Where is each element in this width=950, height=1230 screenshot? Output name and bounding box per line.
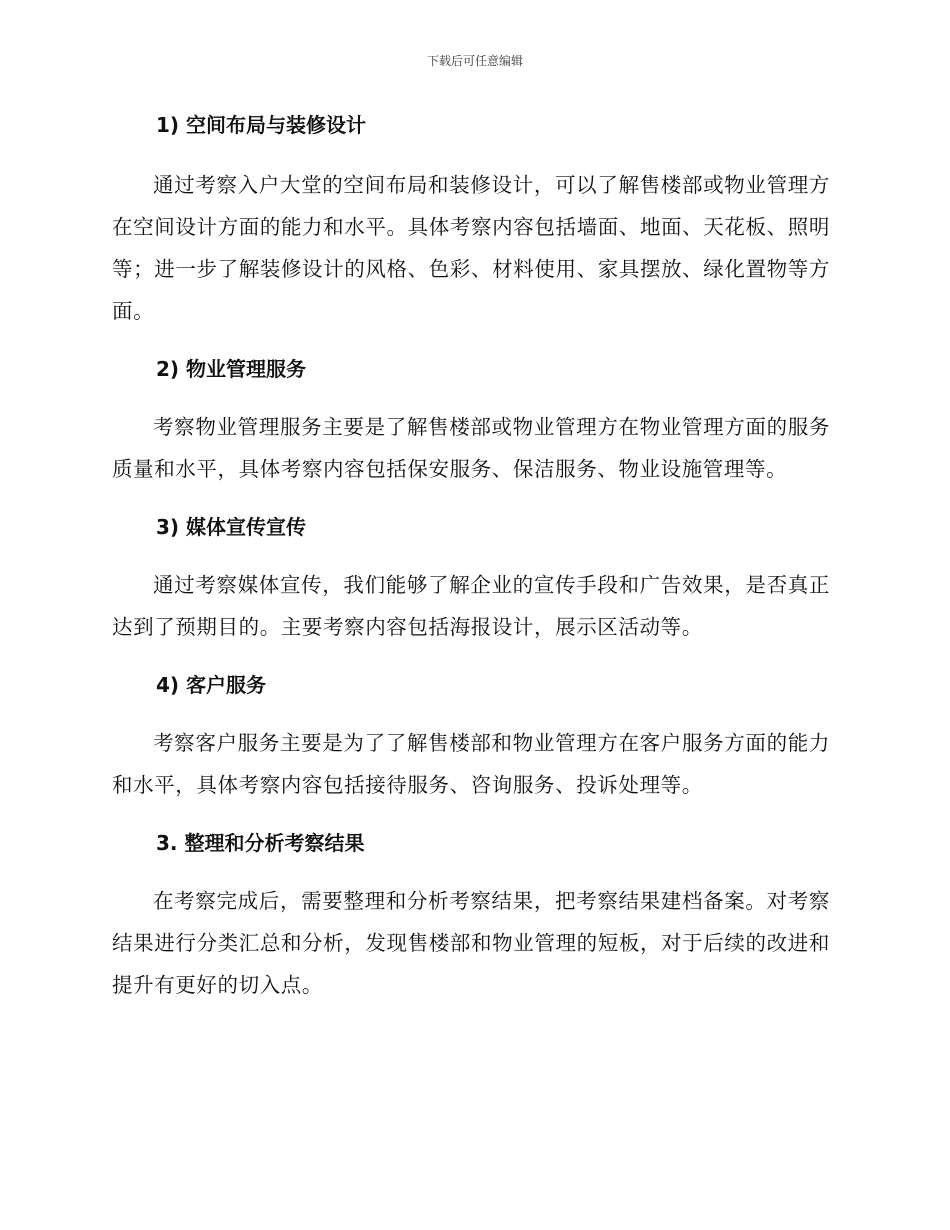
section-body-media-promotion: 通过考察媒体宣传，我们能够了解企业的宣传手段和广告效果，是否真正达到了预期目的。主要考察内容包括海报设计，展示区活动等。	[112, 573, 830, 639]
section-heading-space-layout: 1) 空间布局与装修设计	[156, 113, 367, 137]
section-heading-media-promotion: 3) 媒体宣传宣传	[156, 515, 307, 539]
section-heading-customer-service: 4) 客户服务	[156, 673, 267, 697]
header-note: 下载后可任意编辑	[426, 54, 523, 68]
section-body-customer-service: 考察客户服务主要是为了了解售楼部和物业管理方在客户服务方面的能力和水平，具体考察内容包括接待服务、咨询服务、投诉处理等。	[112, 731, 830, 797]
section-heading-property-management: 2) 物业管理服务	[156, 357, 307, 381]
section-heading-analysis: 3. 整理和分析考察结果	[156, 831, 365, 855]
document-content	[112, 110, 830, 1006]
section-body-analysis: 在考察完成后，需要整理和分析考察结果，把考察结果建档备案。对考察结果进行分类汇总和分析，发现售楼部和物业管理的短板，对于后续的改进和提升有更好的切入点。	[112, 889, 830, 997]
section-body-space-layout: 通过考察入户大堂的空间布局和装修设计，可以了解售楼部或物业管理方在空间设计方面的能力和水平。具体考察内容包括墙面、地面、天花板、照明等；进一步了解装修设计的风格、色彩、材料使用、家具摆放、绿化置物等方面。	[112, 173, 830, 323]
section-body-property-management: 考察物业管理服务主要是了解售楼部或物业管理方在物业管理方面的服务质量和水平，具体考察内容包括保安服务、保洁服务、物业设施管理等。	[112, 415, 830, 481]
